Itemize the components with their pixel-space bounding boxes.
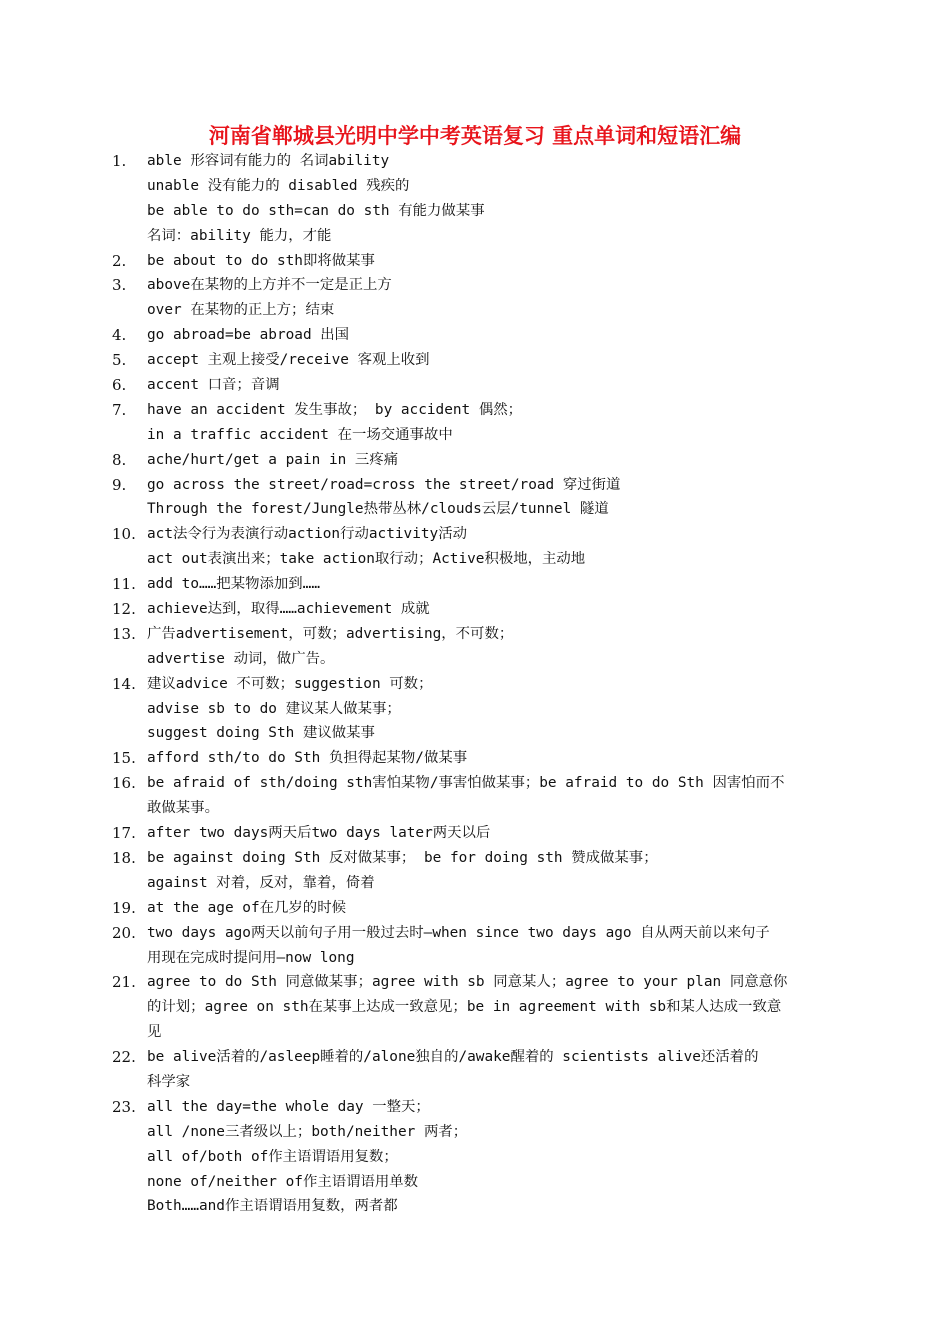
- entry-line: all /none三者级以上；both/neither 两者；: [147, 1123, 468, 1140]
- entry-line: two days ago两天以前句子用一般过去时—when since two days ago 自从两天前以来句子: [147, 924, 770, 941]
- entry-line: advertise 动词，做广告。: [147, 650, 335, 667]
- vocab-entry: [0, 1045, 950, 1095]
- entry-number: 4.: [112, 326, 127, 345]
- entry-line: 的计划；agree on sth在某事上达成一致意见；be in agreement with sb和某人达成一致意: [147, 999, 782, 1016]
- entry-text: [147, 672, 839, 747]
- vocab-entry: [0, 273, 950, 323]
- entry-number: 12.: [112, 600, 136, 619]
- entry-line: after two days两天后two days later两天以后: [147, 825, 491, 842]
- entry-line: against 对着，反对，靠着，倚着: [147, 874, 375, 891]
- entry-text: [147, 1045, 839, 1095]
- entry-number: 8.: [112, 450, 127, 469]
- entry-text: [147, 149, 839, 249]
- entry-text: [147, 373, 839, 398]
- entry-text: [147, 323, 839, 348]
- entry-line: Both……and作主语谓语用复数，两者都: [147, 1198, 398, 1215]
- entry-line: accent 口音；音调: [147, 377, 280, 394]
- entry-text: [147, 348, 839, 373]
- entry-number: 5.: [112, 351, 127, 370]
- entry-number: 21.: [112, 973, 136, 992]
- entry-line: achieve达到，取得……achievement 成就: [147, 601, 430, 618]
- entry-text: [147, 398, 839, 448]
- vocab-entry: [0, 398, 950, 448]
- entry-text: [147, 846, 839, 896]
- entry-line: 建议advice 不可数；suggestion 可数；: [147, 675, 433, 692]
- entry-text: [147, 921, 839, 971]
- entry-line: Through the forest/Jungle热带丛林/clouds云层/tunnel 隧道: [147, 501, 609, 518]
- vocab-entry: [0, 249, 950, 274]
- entry-line: be about to do sth即将做某事: [147, 252, 375, 269]
- entry-text: [147, 970, 839, 1045]
- entry-text: [147, 1095, 839, 1219]
- entry-line: act out表演出来；take action取行动；Active积极地，主动地: [147, 551, 586, 568]
- vocab-entry: [0, 572, 950, 597]
- vocab-entry: [0, 896, 950, 921]
- entry-line: suggest doing Sth 建议做某事: [147, 725, 375, 742]
- entry-line: all of/both of作主语谓语用复数；: [147, 1148, 398, 1165]
- entry-text: [147, 273, 839, 323]
- vocab-entry: [0, 1095, 950, 1219]
- entry-line: go abroad=be abroad 出国: [147, 327, 350, 344]
- entry-text: [147, 249, 839, 274]
- entry-number: 2.: [112, 251, 127, 270]
- entry-line: go across the street/road=cross the street/road 穿过街道: [147, 476, 621, 493]
- entry-number: 9.: [112, 475, 127, 494]
- entry-line: be able to do sth=can do sth 有能力做某事: [147, 202, 485, 219]
- entry-line: all the day=the whole day 一整天；: [147, 1098, 430, 1115]
- entry-number: 16.: [112, 774, 136, 793]
- entry-line: have an accident 发生事故； by accident 偶然；: [147, 401, 523, 418]
- vocab-entry: [0, 373, 950, 398]
- vocab-entry: [0, 149, 950, 249]
- vocab-entry: [0, 821, 950, 846]
- vocab-entry: [0, 846, 950, 896]
- entry-line: be against doing Sth 反对做某事； be for doing sth 赞成做某事；: [147, 849, 658, 866]
- entry-line: 见: [147, 1024, 162, 1041]
- entry-text: [147, 771, 839, 821]
- vocab-entry: [0, 348, 950, 373]
- entry-line: in a traffic accident 在一场交通事故中: [147, 426, 453, 443]
- entry-number: 13.: [112, 624, 136, 643]
- entry-text: [147, 473, 839, 523]
- entry-text: [147, 746, 839, 771]
- vocab-entry: [0, 672, 950, 747]
- vocab-entry: [0, 473, 950, 523]
- entry-number: 3.: [112, 276, 127, 295]
- entry-line: at the age of在几岁的时候: [147, 899, 346, 916]
- entry-line: be afraid of sth/doing sth害怕某物/事害怕做某事；be afraid to do Sth 因害怕而不: [147, 775, 785, 792]
- vocab-entry: [0, 771, 950, 821]
- entry-line: none of/neither of作主语谓语用单数: [147, 1173, 419, 1190]
- entry-line: 广告advertisement，可数；advertising，不可数；: [147, 625, 514, 642]
- entry-line: accept 主观上接受/receive 客观上收到: [147, 352, 430, 369]
- entry-number: 23.: [112, 1097, 136, 1116]
- entry-number: 17.: [112, 824, 136, 843]
- vocab-entry: [0, 522, 950, 572]
- entry-line: unable 没有能力的 disabled 残疾的: [147, 177, 410, 194]
- entry-line: be alive活着的/asleep睡着的/alone独自的/awake醒着的 scientists alive还活着的: [147, 1049, 759, 1066]
- entry-number: 6.: [112, 376, 127, 395]
- entry-text: [147, 448, 839, 473]
- vocab-entry: [0, 970, 950, 1045]
- entry-number: 11.: [112, 575, 136, 594]
- entry-number: 14.: [112, 674, 136, 693]
- entry-text: [147, 597, 839, 622]
- vocab-entry: [0, 622, 950, 672]
- entry-line: act法令行为表演行动action行动activity活动: [147, 526, 467, 543]
- entry-line: 用现在完成时提问用—now long: [147, 949, 355, 966]
- entry-line: advise sb to do 建议某人做某事；: [147, 700, 401, 717]
- entry-line: able 形容词有能力的 名词ability: [147, 153, 390, 169]
- entry-line: agree to do Sth 同意做某事；agree with sb 同意某人；agree to your plan 同意意你: [147, 974, 788, 991]
- entry-line: above在某物的上方并不一定是正上方: [147, 277, 392, 294]
- vocab-entry: [0, 597, 950, 622]
- vocab-entry: [0, 921, 950, 971]
- entry-text: [147, 821, 839, 846]
- entry-line: add to……把某物添加到……: [147, 576, 320, 593]
- entry-number: 10.: [112, 525, 136, 544]
- entry-number: 18.: [112, 848, 136, 867]
- entry-line: over 在某物的正上方；结束: [147, 302, 335, 319]
- entry-number: 1.: [112, 152, 127, 170]
- entry-number: 20.: [112, 923, 136, 942]
- entry-number: 15.: [112, 749, 136, 768]
- vocab-entry: [0, 323, 950, 348]
- entry-number: 19.: [112, 898, 136, 917]
- entry-number: 7.: [112, 400, 127, 419]
- vocab-entry: [0, 448, 950, 473]
- vocab-entry: [0, 746, 950, 771]
- entry-line: 名词：ability 能力，才能: [147, 227, 332, 244]
- entry-line: ache/hurt/get a pain in 三疼痛: [147, 451, 399, 468]
- entry-line: afford sth/to do Sth 负担得起某物/做某事: [147, 750, 468, 767]
- entry-number: 22.: [112, 1048, 136, 1067]
- entry-text: [147, 896, 839, 921]
- vocabulary-list: [0, 149, 950, 1219]
- entry-line: 科学家: [147, 1073, 191, 1090]
- document-title: 河南省郸城县光明中学中考英语复习 重点单词和短语汇编: [208, 123, 742, 148]
- entry-text: [147, 522, 839, 572]
- entry-text: [147, 622, 839, 672]
- entry-line: 敢做某事。: [147, 800, 219, 817]
- entry-text: [147, 572, 839, 597]
